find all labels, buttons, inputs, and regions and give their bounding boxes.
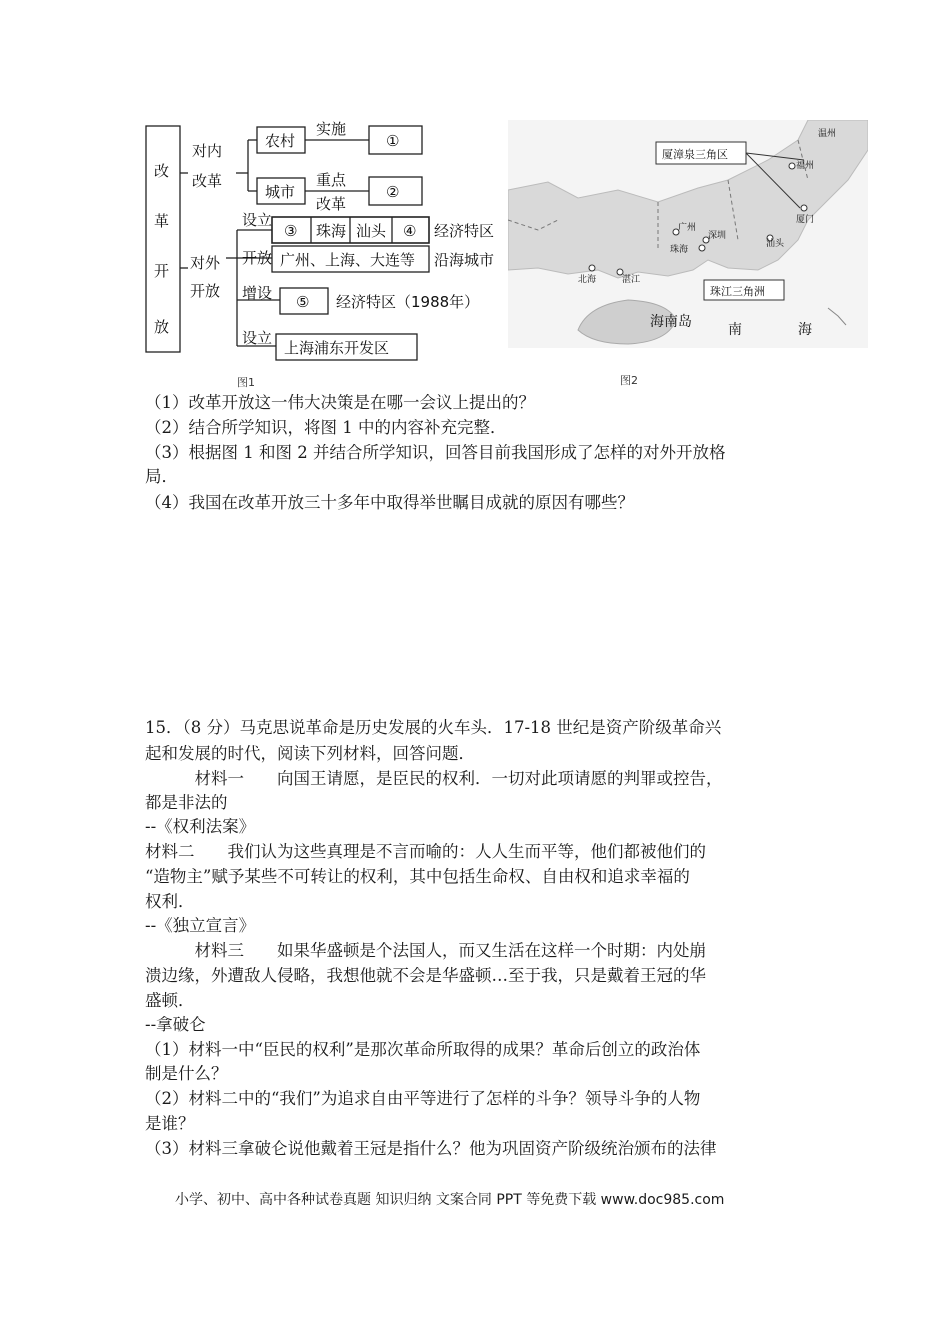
sez-item-2: 珠海 [316, 222, 347, 240]
coastal-action: 开放 [242, 249, 273, 267]
q15-line-3: 材料一 向国王请愿，是臣民的权利．一切对此项请愿的判罪或控告， [145, 769, 723, 788]
q15-line-5: --《权利法案》 [145, 817, 256, 836]
outer-label-1: 对外 [190, 254, 221, 272]
root-char-2: 革 [154, 212, 170, 230]
q15-line-8: 权利． [145, 892, 195, 911]
add-blank: ⑤ [296, 293, 310, 311]
map-label-min-triangle: 厦漳泉三角区 [662, 148, 728, 161]
root-char-4: 放 [154, 318, 170, 336]
map-label-sea-2: 海 [798, 322, 812, 338]
q14-line-1: （1）改革开放这一伟大决策是在哪一会议上提出的？ [145, 393, 535, 412]
map-label-sea-1: 南 [728, 322, 742, 338]
q15-line-6: 材料二 我们认为这些真理是不言而喻的：人人生而平等，他们都被他们的 [145, 842, 706, 861]
q15-line-17: 是谁？ [145, 1114, 195, 1133]
map-label-hainan: 海南岛 [650, 314, 692, 330]
sez-item-3: 汕头 [356, 222, 387, 240]
map-city-xiamen: 厦门 [796, 215, 815, 225]
q15-line-14: （1）材料一中“臣民的权利”是那次革命所取得的成果？革命后创立的政治体 [145, 1040, 701, 1059]
page-footer: 小学、初中、高中各种试卷真题 知识归纳 文案合同 PPT 等免费下载 www.doc985.com [175, 1192, 725, 1208]
inner-label-1: 对内 [192, 142, 223, 160]
map-city-wenzhou: 温州 [818, 129, 837, 139]
sez-item-1: ③ [284, 222, 298, 240]
figure-2-map [508, 120, 868, 348]
q15-line-18: （3）材料三拿破仑说他戴着王冠是指什么？他为巩固资产阶级统治颁布的法律 [145, 1139, 717, 1158]
map-city-zhuhai: 珠海 [670, 245, 689, 255]
q14-line-2: （2）结合所学知识，将图 1 中的内容补充完整． [145, 418, 507, 437]
pudong-action: 设立 [242, 329, 273, 347]
map-city-shantou: 汕头 [766, 239, 785, 249]
q15-line-11: 溃边缘，外遭敌人侵略，我想他就不会是华盛顿…至于我，只是戴着王冠的华 [145, 966, 706, 985]
inner-label-2: 改革 [192, 172, 223, 190]
map-city-beihai: 北海 [578, 275, 597, 285]
map-city-zhanjiang: 湛江 [622, 275, 641, 285]
q15-line-2: 起和发展的时代，阅读下列材料，回答问题． [145, 744, 475, 763]
add-action: 增设 [242, 284, 273, 302]
add-label: 经济特区（1988年） [336, 293, 480, 311]
city-blank: ② [386, 183, 400, 201]
coastal-label: 沿海城市 [434, 251, 495, 269]
city-box: 城市 [265, 183, 296, 201]
q14-line-4: 局． [145, 467, 178, 486]
q15-line-4: 都是非法的 [145, 793, 228, 812]
figure-2-caption: 图2 [620, 374, 638, 387]
q15-line-7: “造物主”赋予某些不可转让的权利，其中包括生命权、自由权和追求幸福的 [145, 867, 690, 886]
city-action-1: 重点 [316, 171, 347, 189]
rural-action: 实施 [316, 120, 347, 138]
root-char-3: 开 [154, 262, 170, 280]
sez-action: 设立 [242, 211, 273, 229]
coastal-cities: 广州、上海、大连等 [280, 251, 416, 269]
pudong-box: 上海浦东开发区 [284, 339, 390, 357]
sez-item-4: ④ [403, 222, 417, 240]
q15-line-10: 材料三 如果华盛顿是个法国人，而又生活在这样一个时期：内处崩 [145, 941, 706, 960]
q15-line-13: --拿破仑 [145, 1015, 206, 1034]
q15-line-9: --《独立宣言》 [145, 916, 256, 935]
map-city-fuzhou: 福州 [796, 161, 815, 171]
map-city-shenzhen: 深圳 [708, 231, 727, 241]
city-action-2: 改革 [316, 195, 347, 213]
outer-label-2: 开放 [190, 282, 221, 300]
sez-label: 经济特区 [434, 222, 495, 240]
rural-box: 农村 [265, 132, 296, 150]
q15-line-1: 15．（8 分）马克思说革命是历史发展的火车头．17-18 世纪是资产阶级革命兴 [145, 718, 722, 737]
root-char-1: 改 [154, 162, 170, 180]
figure-1-diagram [140, 118, 505, 368]
figure-1-caption: 图1 [237, 376, 255, 389]
rural-blank: ① [386, 132, 400, 150]
q14-line-3: （3）根据图 1 和图 2 并结合所学知识，回答目前我国形成了怎样的对外开放格 [145, 443, 726, 462]
q15-line-15: 制是什么？ [145, 1064, 228, 1083]
q14-line-5: （4）我国在改革开放三十多年中取得举世瞩目成就的原因有哪些？ [145, 493, 634, 512]
map-city-guangzhou: 广州 [678, 223, 697, 233]
q15-line-16: （2）材料二中的“我们”为追求自由平等进行了怎样的斗争？领导斗争的人物 [145, 1089, 701, 1108]
map-label-zhujiang: 珠江三角洲 [710, 285, 765, 298]
q15-line-12: 盛顿． [145, 991, 195, 1010]
